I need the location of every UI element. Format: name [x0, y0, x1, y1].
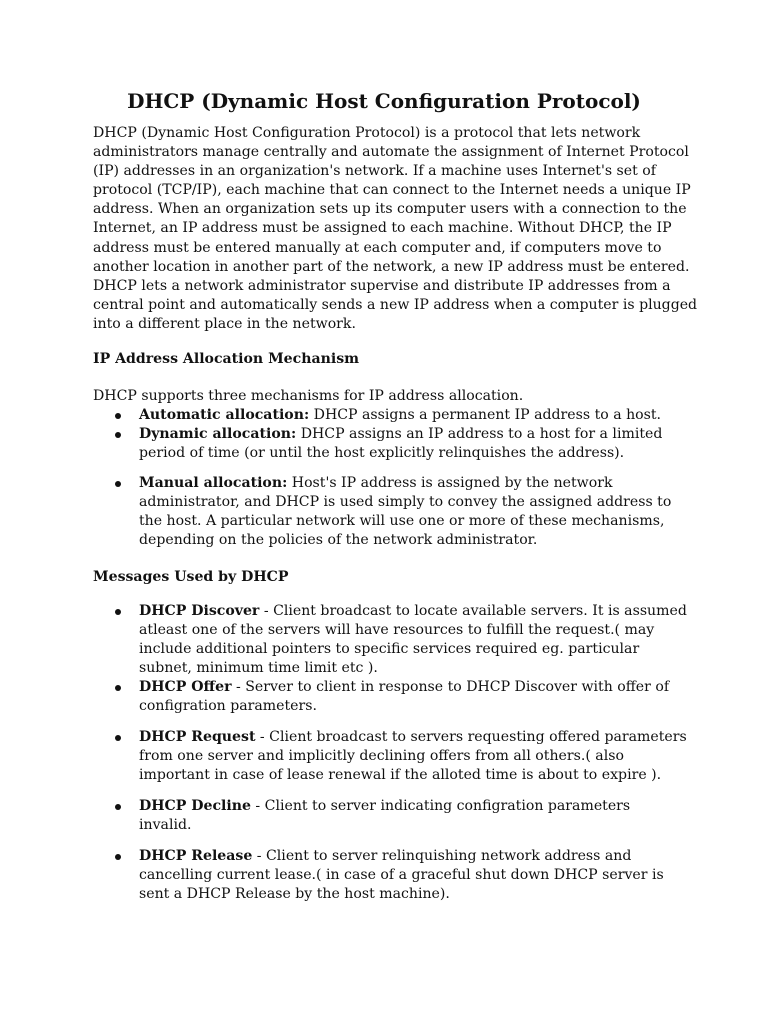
- list-item-term: Dynamic allocation:: [139, 426, 297, 442]
- intro-line: protocol (TCP/IP), each machine that can connect to the Internet needs a unique IP: [93, 182, 691, 199]
- list-item-term: DHCP Discover: [139, 603, 260, 619]
- list-item-desc: - Client to server relinquishing network address and: [252, 848, 632, 864]
- list-item-text: [139, 728, 687, 785]
- list-item-text: [139, 797, 679, 835]
- list-item-desc: - Client broadcast to servers requesting offered parameters: [255, 729, 687, 745]
- list-item-term: Manual allocation:: [139, 475, 288, 491]
- list-item-text: [139, 847, 679, 904]
- list-item-term: DHCP Release: [139, 848, 253, 864]
- allocation-intro: DHCP supports three mechanisms for IP address allocation.: [93, 388, 524, 404]
- list-item-desc: - Client broadcast to locate available servers. It is assumed: [259, 603, 687, 619]
- intro-line: (IP) addresses in an organization's network. If a machine uses Internet's set of: [93, 163, 656, 180]
- list-item-text: [139, 474, 679, 550]
- list-item-term: DHCP Request: [139, 729, 256, 745]
- list-item-line: the host. A particular network will use one or more of these mechanisms,: [139, 513, 665, 530]
- intro-line: address must be entered manually at each computer and, if computers move to: [93, 239, 662, 256]
- bullet-icon: [115, 854, 121, 860]
- bullet-icon: [115, 804, 121, 810]
- list-item-text: [139, 406, 679, 425]
- list-item-desc: DHCP assigns an IP address to a host for a limited: [296, 426, 663, 442]
- intro-line: Internet, an IP address must be assigned to each machine. Without DHCP, the IP: [93, 220, 672, 237]
- bullet-icon: [115, 432, 121, 438]
- bullet-icon: [115, 413, 121, 419]
- list-item-line: sent a DHCP Release by the host machine).: [139, 886, 450, 903]
- list-item-text: [139, 602, 687, 678]
- bullet-icon: [115, 735, 121, 741]
- intro-line: into a different place in the network.: [93, 315, 356, 332]
- list-item-line: important in case of lease renewal if the alloted time is about to expire ).: [139, 767, 662, 784]
- bullet-icon: [115, 481, 121, 487]
- list-item-line: cancelling current lease.( in case of a graceful shut down DHCP server is: [139, 867, 664, 884]
- intro-line: administrators manage centrally and automate the assignment of Internet Protocol: [93, 144, 689, 161]
- list-item-desc: - Server to client in response to DHCP Discover with offer of: [231, 679, 670, 695]
- messages-heading: Messages Used by DHCP: [93, 569, 289, 585]
- list-item-line: invalid.: [139, 817, 192, 834]
- list-item-line: from one server and implicitly declining offers from all others.( also: [139, 748, 624, 765]
- bullet-icon: [115, 609, 121, 615]
- intro-paragraph: [93, 124, 698, 334]
- list-item-line: administrator, and DHCP is used simply to convey the assigned address to: [139, 494, 672, 511]
- bullet-icon: [115, 685, 121, 691]
- list-item-line: include additional pointers to specific services required eg. particular: [139, 641, 640, 658]
- list-item-text: [139, 425, 679, 463]
- list-item-line: configration parameters.: [139, 698, 317, 715]
- list-item-term: DHCP Decline: [139, 798, 251, 814]
- list-item-desc: - Client to server indicating configration parameters: [250, 798, 631, 814]
- list-item-line: period of time (or until the host explicitly relinquishes the address).: [139, 445, 625, 462]
- list-item-text: [139, 678, 679, 716]
- list-item-desc: Host's IP address is assigned by the network: [287, 475, 613, 491]
- intro-line: DHCP (Dynamic Host Configuration Protocol) is a protocol that lets network: [93, 125, 641, 141]
- document-title: DHCP (Dynamic Host Configuration Protocol): [127, 89, 641, 113]
- list-item-line: depending on the policies of the network administrator.: [139, 532, 538, 549]
- intro-line: DHCP lets a network administrator supervise and distribute IP addresses from a: [93, 277, 671, 294]
- list-item-desc: DHCP assigns a permanent IP address to a host.: [309, 407, 662, 423]
- list-item-term: Automatic allocation:: [139, 407, 310, 423]
- allocation-heading: IP Address Allocation Mechanism: [93, 351, 360, 367]
- list-item-line: subnet, minimum time limit etc ).: [139, 660, 378, 677]
- intro-line: central point and automatically sends a new IP address when a computer is plugged: [93, 296, 698, 313]
- list-item-line: atleast one of the servers will have resources to fulfill the request.( may: [139, 622, 655, 639]
- intro-line: another location in another part of the network, a new IP address must be entered.: [93, 258, 690, 275]
- list-item-term: DHCP Offer: [139, 679, 232, 695]
- intro-line: address. When an organization sets up its computer users with a connection to the: [93, 201, 687, 218]
